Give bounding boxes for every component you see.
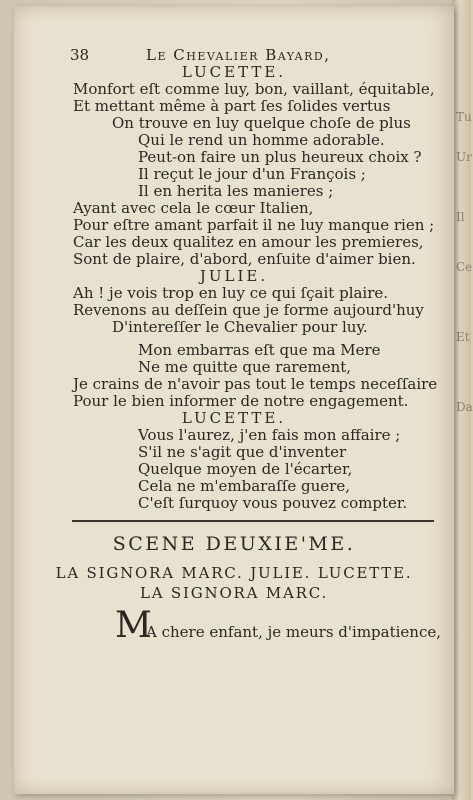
edge-bleed-text: Il — [456, 210, 465, 224]
running-title: Le Chevalier Bayard, — [146, 46, 331, 64]
verse-line: Ayant avec cela le cœur Italien, — [73, 199, 314, 217]
verse-line: Mon embarras eſt que ma Mere — [138, 341, 381, 359]
verse-line: Peut-on faire un plus heureux choix ? — [138, 148, 422, 166]
scene-title: SCENE DEUXIE'ME. — [112, 533, 356, 555]
drop-cap: M — [115, 605, 152, 646]
verse-line: Je crains de n'avoir pas tout le temps neceſſaire — [73, 375, 438, 393]
verse-line: A chere enfant, je meurs d'impatience, — [146, 623, 442, 641]
scene-characters: LA SIGNORA MARC. JULIE. LUCETTE. — [55, 564, 413, 582]
speaker-name: JULIE. — [199, 267, 269, 285]
edge-bleed-text: Ur — [456, 150, 472, 164]
edge-bleed-text: Ce — [456, 260, 473, 274]
verse-line: D'intereſſer le Chevalier pour luy. — [112, 318, 368, 336]
verse-line: Car les deux qualitez en amour les premieres, — [73, 233, 424, 251]
verse-line: Pour le bien informer de notre engagement. — [73, 392, 409, 410]
verse-line: S'il ne s'agit que d'inventer — [138, 443, 347, 461]
verse-line: Pour eſtre amant parfait il ne luy manque rien ; — [73, 216, 435, 234]
verse-line: Cela ne m'embaraſſe guere, — [138, 477, 350, 495]
page-number: 38 — [70, 46, 90, 64]
verse-line: Quelque moyen de l'écarter, — [138, 460, 353, 478]
verse-line: Revenons au deſſein que je forme aujourd'huy — [73, 301, 424, 319]
verse-line: Il en herita les manieres ; — [138, 182, 334, 200]
verse-line: Sont de plaire, d'abord, enſuite d'aimer bien. — [73, 250, 416, 268]
edge-bleed-text: Tu — [456, 110, 472, 124]
verse-line: Qui le rend un homme adorable. — [138, 131, 385, 149]
verse-line: Ne me quitte que rarement, — [138, 358, 352, 376]
verse-line: Vous l'aurez, j'en fais mon affaire ; — [138, 426, 401, 444]
verse-line: Monfort eſt comme luy, bon, vaillant, équitable, — [73, 80, 435, 98]
speaker-name: LUCETTE. — [181, 409, 287, 427]
next-page-edge — [452, 0, 471, 800]
verse-line: On trouve en luy quelque choſe de plus — [112, 114, 411, 132]
speaker-name: LA SIGNORA MARC. — [139, 584, 329, 602]
edge-bleed-text: Da — [456, 400, 473, 414]
verse-line: Et mettant même à part ſes ſolides vertus — [73, 97, 391, 115]
section-rule — [72, 520, 434, 522]
verse-line: Ah ! je vois trop en luy ce qui ſçait plaire. — [73, 284, 389, 302]
verse-line: C'eſt ſurquoy vous pouvez compter. — [138, 494, 408, 512]
edge-bleed-text: Et — [456, 330, 470, 344]
speaker-name: LUCETTE. — [181, 63, 287, 81]
verse-line: Il reçut le jour d'un François ; — [138, 165, 366, 183]
